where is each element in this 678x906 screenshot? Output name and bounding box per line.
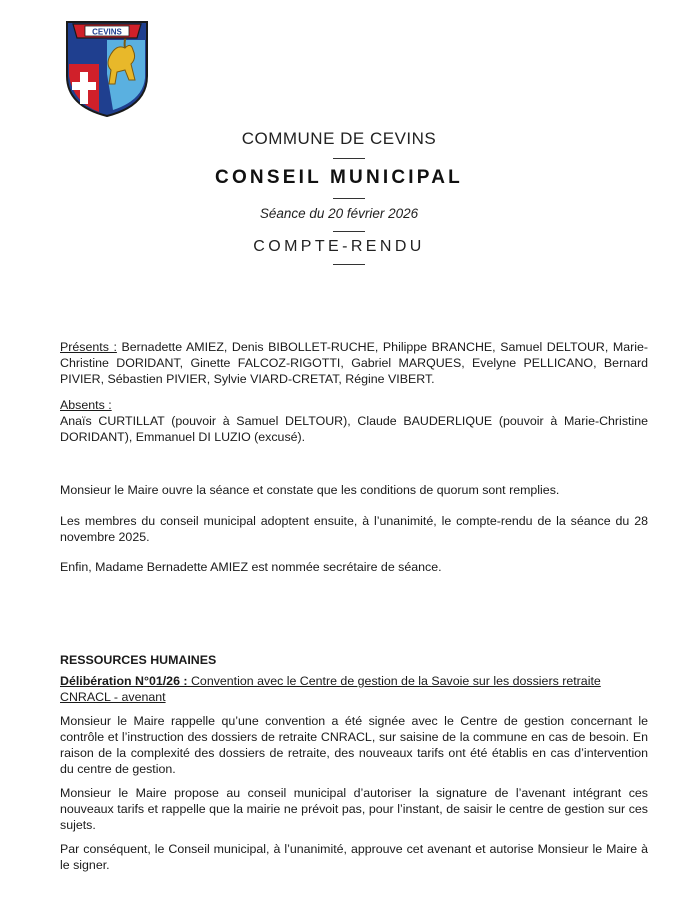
opening-paragraph-3: Enfin, Madame Bernadette AMIEZ est nommée secrétaire de séance.	[60, 560, 442, 574]
session-date: Séance du 20 février 2026	[259, 206, 419, 221]
absent-label-line	[60, 397, 648, 413]
deliberation-title: Convention avec le Centre de gestion de la Savoie sur les dossiers retraite CNRACL - avenant	[60, 674, 601, 704]
page-title: CONSEIL MUNICIPAL	[215, 167, 463, 188]
present-paragraph	[60, 339, 648, 387]
deliberation-paragraph-2: Monsieur le Maire propose au conseil municipal d’autoriser la signature de l’avenant intégrant ces nouveaux tarifs et rappelle que la mairie ne prévoit pas, pour l’instant, de saisir le centre de gestion sur ces sujets.	[60, 786, 648, 832]
deliberation-heading	[60, 673, 650, 705]
opening-paragraph-2: Les membres du conseil municipal adoptent ensuite, à l’unanimité, le compte-rendu de la séance du 28 novembre 2025.	[60, 514, 648, 544]
present-list: Bernadette AMIEZ, Denis BIBOLLET-RUCHE, Philippe BRANCHE, Samuel DELTOUR, Marie-Christine DORIDANT, Ginette FALCOZ-RIGOTTI, Gabriel MARQUES, Evelyne PELLICANO, Bernard PIVIER, Sébastien PIVIER, Sylvie VIARD-CRETAT, Régine VIBERT.	[60, 340, 648, 386]
divider	[333, 158, 365, 159]
commune-name: COMMUNE DE CEVINS	[241, 129, 437, 148]
report-title: COMPTE-RENDU	[253, 238, 425, 255]
deliberation-paragraph-1: Monsieur le Maire rappelle qu’une convention a été signée avec le Centre de gestion concernant le contrôle et l’instruction des dossiers de retraite CNRACL, sur saisine de la commune en cas de besoin. En raison de la complexité des dossiers de retraite, des nouveaux tarifs ont été établis en cas d’intervention du centre de gestion.	[60, 714, 648, 776]
section-heading: RESSOURCES HUMAINES	[60, 653, 217, 667]
present-label: Présents :	[60, 340, 117, 354]
divider	[333, 198, 365, 199]
coat-of-arms-logo	[63, 14, 151, 118]
svg-text:CEVINS: CEVINS	[92, 27, 122, 37]
absent-list: Anaïs CURTILLAT (pouvoir à Samuel DELTOUR), Claude BAUDERLIQUE (pouvoir à Marie-Christine DORIDANT), Emmanuel DI LUZIO (excusé).	[60, 414, 648, 444]
opening-paragraph-1: Monsieur le Maire ouvre la séance et constate que les conditions de quorum sont remplies.	[60, 483, 560, 497]
divider	[333, 231, 365, 232]
absent-label: Absents :	[60, 398, 112, 412]
deliberation-paragraph-3: Par conséquent, le Conseil municipal, à l’unanimité, approuve cet avenant et autorise Monsieur le Maire à le signer.	[60, 842, 648, 872]
deliberation-number: Délibération N°01/26 :	[60, 674, 188, 688]
divider	[333, 264, 365, 265]
